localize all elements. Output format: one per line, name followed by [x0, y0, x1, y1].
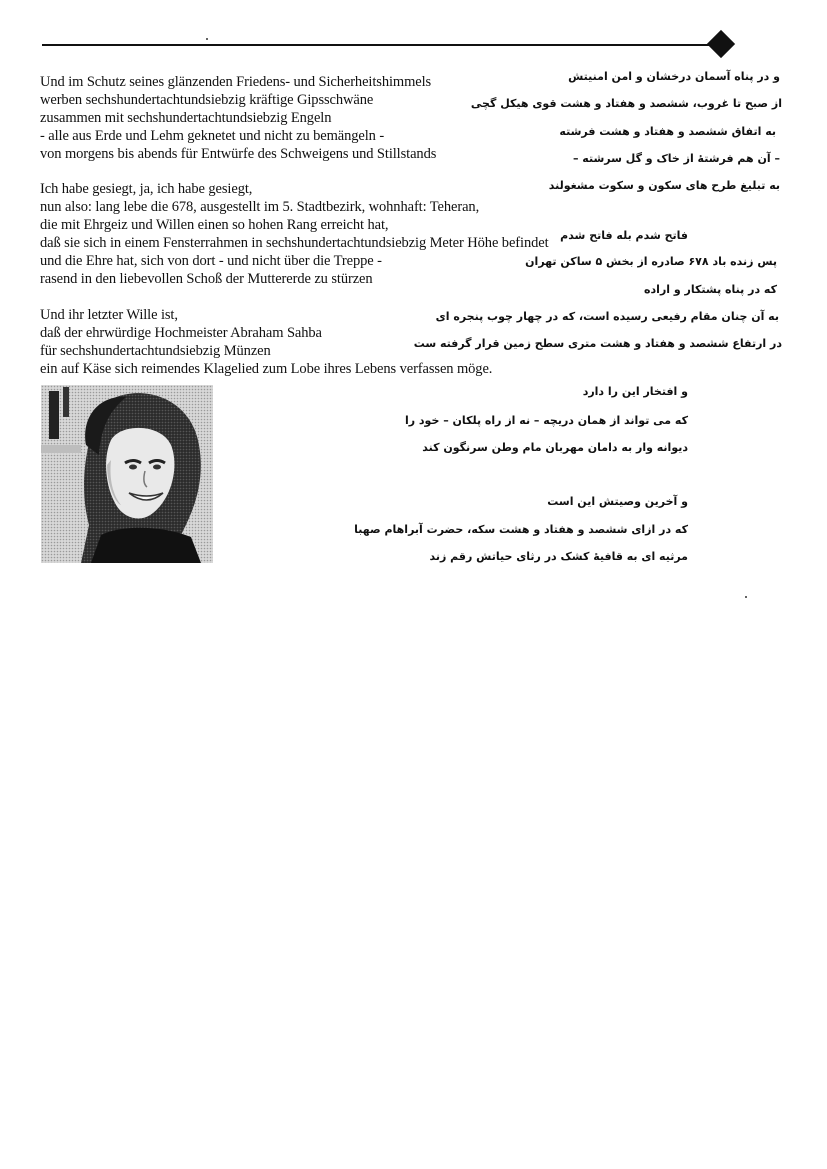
persian-line: که در ازای ششصد و هفتاد و هشت سکه، حضرت آبراهام صهبا — [354, 523, 688, 536]
german-line: daß der ehrwürdige Hochmeister Abraham Sahba — [40, 325, 322, 341]
german-line: für sechshundertachtundsiebzig Münzen — [40, 343, 271, 359]
persian-line: و آخرین وصیتش این است — [547, 495, 688, 508]
german-line: zusammen mit sechshundertachtundsiebzig Engeln — [40, 110, 332, 126]
portrait-photo-icon — [41, 385, 213, 563]
persian-line: فاتح شدم بله فاتح شدم — [560, 229, 688, 242]
persian-line: به اتفاق ششصد و هفتاد و هشت فرشته — [559, 125, 776, 138]
german-line: Ich habe gesiegt, ja, ich habe gesiegt, — [40, 181, 253, 197]
german-line: nun also: lang lebe die 678, ausgestellt im 5. Stadtbezirk, wohnhaft: Teheran, — [40, 199, 480, 215]
german-line: die mit Ehrgeiz und Willen einen so hohen Rang erreicht hat, — [40, 217, 389, 233]
persian-line: به آن چنان مقام رفیعی رسیده است، که در چهار چوب پنجره ای — [435, 310, 779, 323]
german-line: rasend in den liebevollen Schoß der Muttererde zu stürzen — [40, 271, 373, 287]
persian-line: از صبح تا غروب، ششصد و هفتاد و هشت قوی هیکل گچی — [470, 97, 782, 110]
diamond-ornament-icon — [707, 30, 735, 58]
german-line: und die Ehre hat, sich von dort - und nicht über die Treppe - — [40, 253, 382, 269]
persian-line: و در پناه آسمان درخشان و امن امنیتش — [568, 70, 780, 83]
persian-line: پس زنده باد ۶۷۸ صادره از بخش ۵ ساکن تهران — [525, 255, 777, 268]
persian-line: در ارتفاع ششصد و هفتاد و هشت متری سطح زمین قرار گرفته ست — [413, 337, 782, 350]
persian-line: مرثیه ای به قافیهٔ کشک در رثای حیاتش رقم زند — [429, 550, 688, 563]
scan-speck — [206, 38, 208, 40]
german-line: daß sie sich in einem Fensterrahmen in sechshundertachtundsiebzig Meter Höhe befindet — [40, 235, 549, 251]
header-rule — [42, 44, 720, 46]
german-line: Und im Schutz seines glänzenden Friedens- und Sicherheitshimmels — [40, 74, 432, 90]
portrait-photo — [41, 385, 213, 563]
persian-line: به تبلیغ طرح های سکون و سکوت مشغولند — [548, 179, 780, 192]
german-line: ein auf Käse sich reimendes Klagelied zum Lobe ihres Lebens verfassen möge. — [40, 361, 493, 377]
persian-line: که می تواند از همان دریچه – نه از راه پلکان – خود را — [404, 414, 688, 427]
persian-line: و افتخار این را دارد — [582, 385, 688, 398]
german-line: werben sechshundertachtundsiebzig kräftige Gipsschwäne — [40, 92, 374, 108]
persian-line: که در پناه پشتکار و اراده — [644, 283, 777, 296]
german-line: von morgens bis abends für Entwürfe des Schweigens und Stillstands — [40, 146, 437, 162]
german-line: Und ihr letzter Wille ist, — [40, 307, 178, 323]
persian-line: – آن هم فرشتهٔ از خاک و گل سرشته – — [572, 152, 780, 165]
scan-speck — [745, 596, 747, 598]
persian-line: دیوانه وار به دامان مهربان مام وطن سرنگون کند — [422, 441, 688, 454]
german-line: - alle aus Erde und Lehm geknetet und nicht zu bemängeln - — [40, 128, 385, 144]
